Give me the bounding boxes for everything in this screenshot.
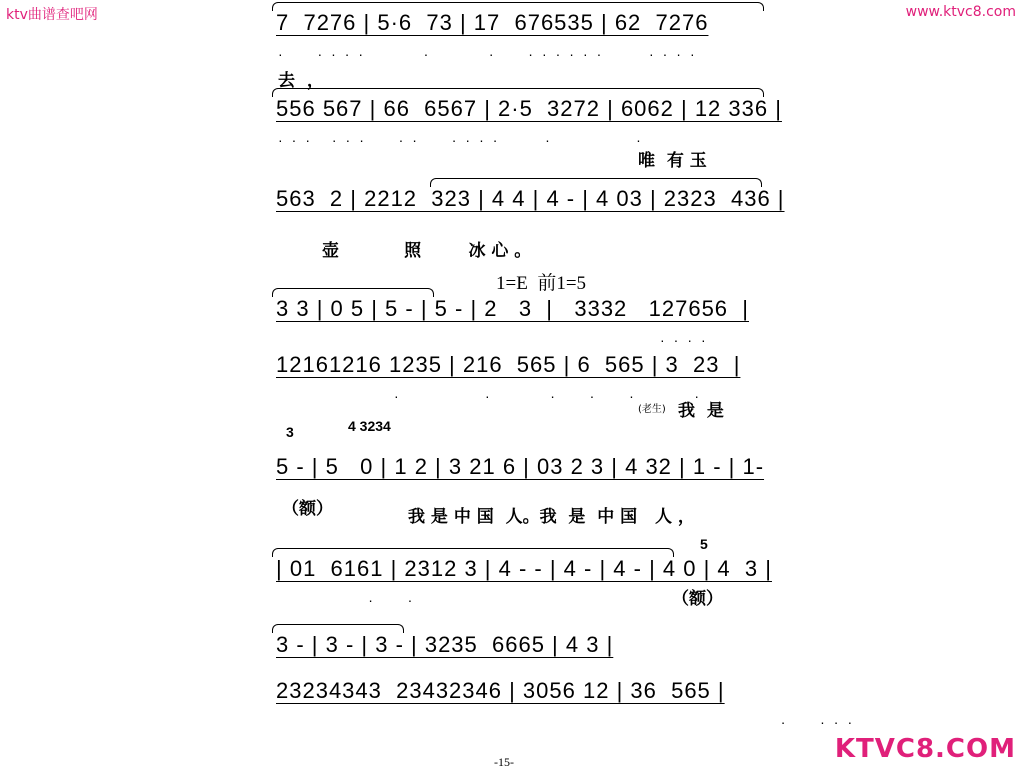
watermark-right: www.ktvc8.com: [905, 4, 1016, 20]
page-number: -15-: [494, 755, 514, 769]
lyrics-line: 壶 照 冰 心 。: [322, 241, 532, 261]
score-row-9: [270, 678, 862, 730]
lyrics-line: 我 是: [678, 401, 724, 421]
score-row-1: [270, 10, 770, 91]
notation-line: 23234343 23432346 | 3056 12 | 36 565 |: [276, 678, 725, 703]
octave-dots: · ···· · · ······ ····: [278, 46, 704, 62]
notation-line: 556 567 | 66 6567 | 2·5 3272 | 6062 | 12 336 |: [276, 96, 782, 121]
octave-dots: · ···: [278, 714, 862, 730]
lyrics-line: 我 是 中 国 人。我 是 中 国 人 ，: [408, 507, 695, 527]
lyrics-line: 唯 有 玉: [638, 151, 707, 171]
lyrics-line: （额）: [672, 589, 723, 609]
score-row-5: [270, 352, 770, 421]
notation-line: 12161216 1235 | 216 565 | 6 565 | 3 23 |: [276, 352, 741, 377]
octave-dots: · · · · · ·: [278, 388, 708, 404]
score-row-4: [270, 296, 770, 348]
grace-note-left: 3: [286, 424, 294, 440]
role-annotation: (老生): [638, 404, 666, 415]
score-row-2: [270, 96, 782, 171]
role-annotation: （额）: [282, 499, 333, 519]
notation-line: 563 2 | 2212 323 | 4 4 | 4 - | 4 03 | 2323 436 |: [276, 186, 785, 211]
grace-note-top: 4 3234: [348, 418, 391, 434]
notation-line: 3 - | 3 - | 3 - | 3235 6665 | 4 3 |: [276, 632, 614, 657]
octave-dots: · ·: [278, 592, 422, 608]
site-logo: KTVC8.COM: [834, 734, 1016, 764]
notation-line: | 01 6161 | 2312 3 | 4 - - | 4 - | 4 - | 4 0 | 4 3 |: [276, 556, 772, 581]
notation-line: 5 - | 5 0 | 1 2 | 3 21 6 | 03 2 3 | 4 32 | 1 - | 1-: [276, 454, 765, 479]
octave-dots: ··· ··· ·· ···· · ·: [278, 132, 650, 148]
score-row-8: [270, 632, 770, 676]
score-row-3: [270, 186, 785, 261]
grace-note-right: 5: [700, 536, 708, 552]
notation-line: 7 7276 | 5·6 73 | 17 676535 | 62 7276: [276, 10, 709, 35]
key-signature: 1=E 前1=5: [496, 273, 587, 294]
score-row-6: [270, 454, 770, 527]
score-row-7: [270, 556, 772, 609]
watermark-left: ktv曲谱查吧网: [6, 7, 98, 23]
notation-line: 3 3 | 0 5 | 5 - | 5 - | 2 3 | 3332 127656 |: [276, 296, 749, 321]
octave-dots: ····: [660, 332, 715, 348]
lyrics-line: 去 ，: [278, 71, 324, 91]
